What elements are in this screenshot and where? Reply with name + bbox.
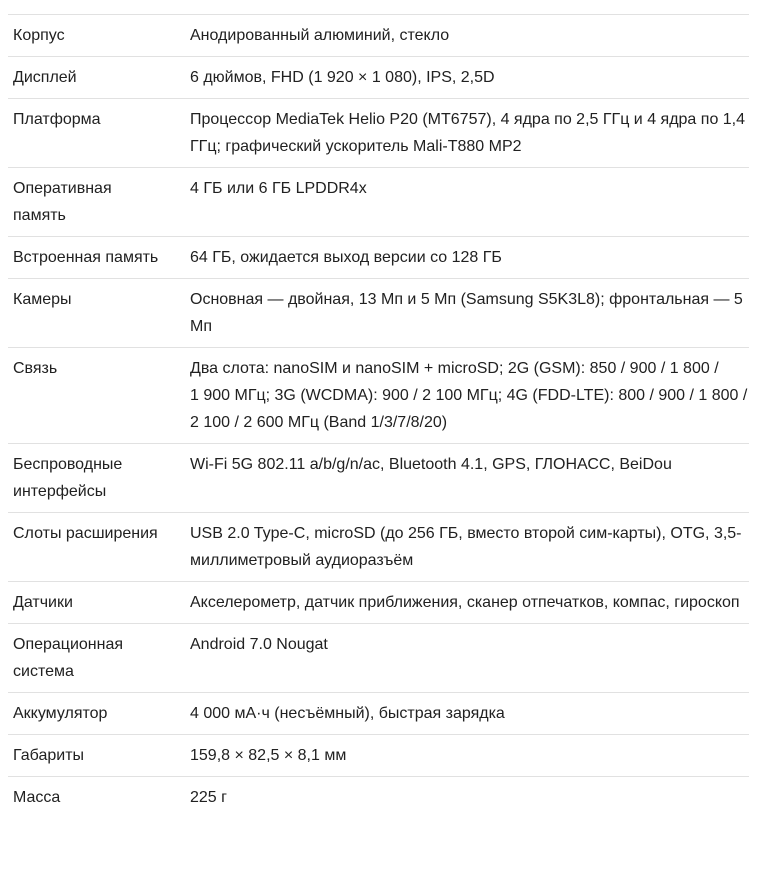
- spec-label: Оперативная память: [13, 180, 112, 224]
- spec-row-cameras: [8, 278, 749, 347]
- spec-table: [8, 14, 749, 818]
- spec-label: Слоты расширения: [13, 525, 158, 542]
- spec-value: USB 2.0 Type-C, microSD (до 256 ГБ, вместо второй сим-карты), OTG, 3,5-миллиметровый аудиоразъём: [190, 525, 742, 569]
- spec-label: Дисплей: [13, 69, 77, 86]
- spec-label: Камеры: [13, 291, 72, 308]
- spec-value: 6 дюймов, FHD (1 920 × 1 080), IPS, 2,5D: [190, 69, 495, 86]
- spec-row-dimensions: [8, 734, 749, 776]
- spec-value: Анодированный алюминий, стекло: [190, 27, 450, 44]
- spec-label: Корпус: [13, 27, 65, 44]
- spec-value: 4 ГБ или 6 ГБ LPDDR4x: [190, 180, 367, 197]
- spec-label: Беспроводные интерфейсы: [13, 456, 123, 500]
- spec-value: Два слота: nanoSIM и nanoSIM + microSD; 2G (GSM): 850 / 900 / 1 800 / 1 900 МГц; 3G (WCDMA): 900 / 2 100 МГц; 4G (FDD-LTE): 800 / 900 / 1 800 / 2 100 / 2 600 МГц (Band 1/3/7/8/20): [190, 360, 748, 431]
- spec-value: Процессор MediaTek Helio P20 (MT6757), 4 ядра по 2,5 ГГц и 4 ядра по 1,4 ГГц; графический ускоритель Mali-T880 MP2: [190, 111, 746, 155]
- spec-label: Связь: [13, 360, 58, 377]
- spec-row-body: [8, 14, 749, 56]
- spec-label: Встроенная память: [13, 249, 159, 266]
- spec-value: 64 ГБ, ожидается выход версии со 128 ГБ: [190, 249, 502, 266]
- spec-label: Платформа: [13, 111, 101, 128]
- spec-label: Габариты: [13, 747, 85, 764]
- spec-value: 159,8 × 82,5 × 8,1 мм: [190, 747, 347, 764]
- spec-row-platform: [8, 98, 749, 167]
- spec-row-connectivity: [8, 347, 749, 443]
- spec-value: 4 000 мА·ч (несъёмный), быстрая зарядка: [190, 705, 505, 722]
- spec-row-storage: [8, 236, 749, 278]
- spec-row-sensors: [8, 581, 749, 623]
- spec-value: Основная — двойная, 13 Мп и 5 Мп (Samsung S5K3L8); фронтальная — 5 Мп: [190, 291, 743, 335]
- spec-row-ram: [8, 167, 749, 236]
- spec-row-wireless: [8, 443, 749, 512]
- spec-value: Wi-Fi 5G 802.11 a/b/g/n/ac, Bluetooth 4.1, GPS, ГЛОНАСС, BeiDou: [190, 456, 672, 473]
- spec-label: Аккумулятор: [13, 705, 108, 722]
- spec-row-battery: [8, 692, 749, 734]
- spec-value: 225 г: [190, 789, 227, 806]
- spec-row-weight: [8, 776, 749, 818]
- spec-label: Операционная система: [13, 636, 124, 680]
- spec-label: Датчики: [13, 594, 73, 611]
- spec-value: Акселерометр, датчик приближения, сканер отпечатков, компас, гироскоп: [190, 594, 740, 611]
- spec-row-display: [8, 56, 749, 98]
- spec-value: Android 7.0 Nougat: [190, 636, 328, 653]
- spec-label: Масса: [13, 789, 61, 806]
- spec-row-expansion-slots: [8, 512, 749, 581]
- spec-row-os: [8, 623, 749, 692]
